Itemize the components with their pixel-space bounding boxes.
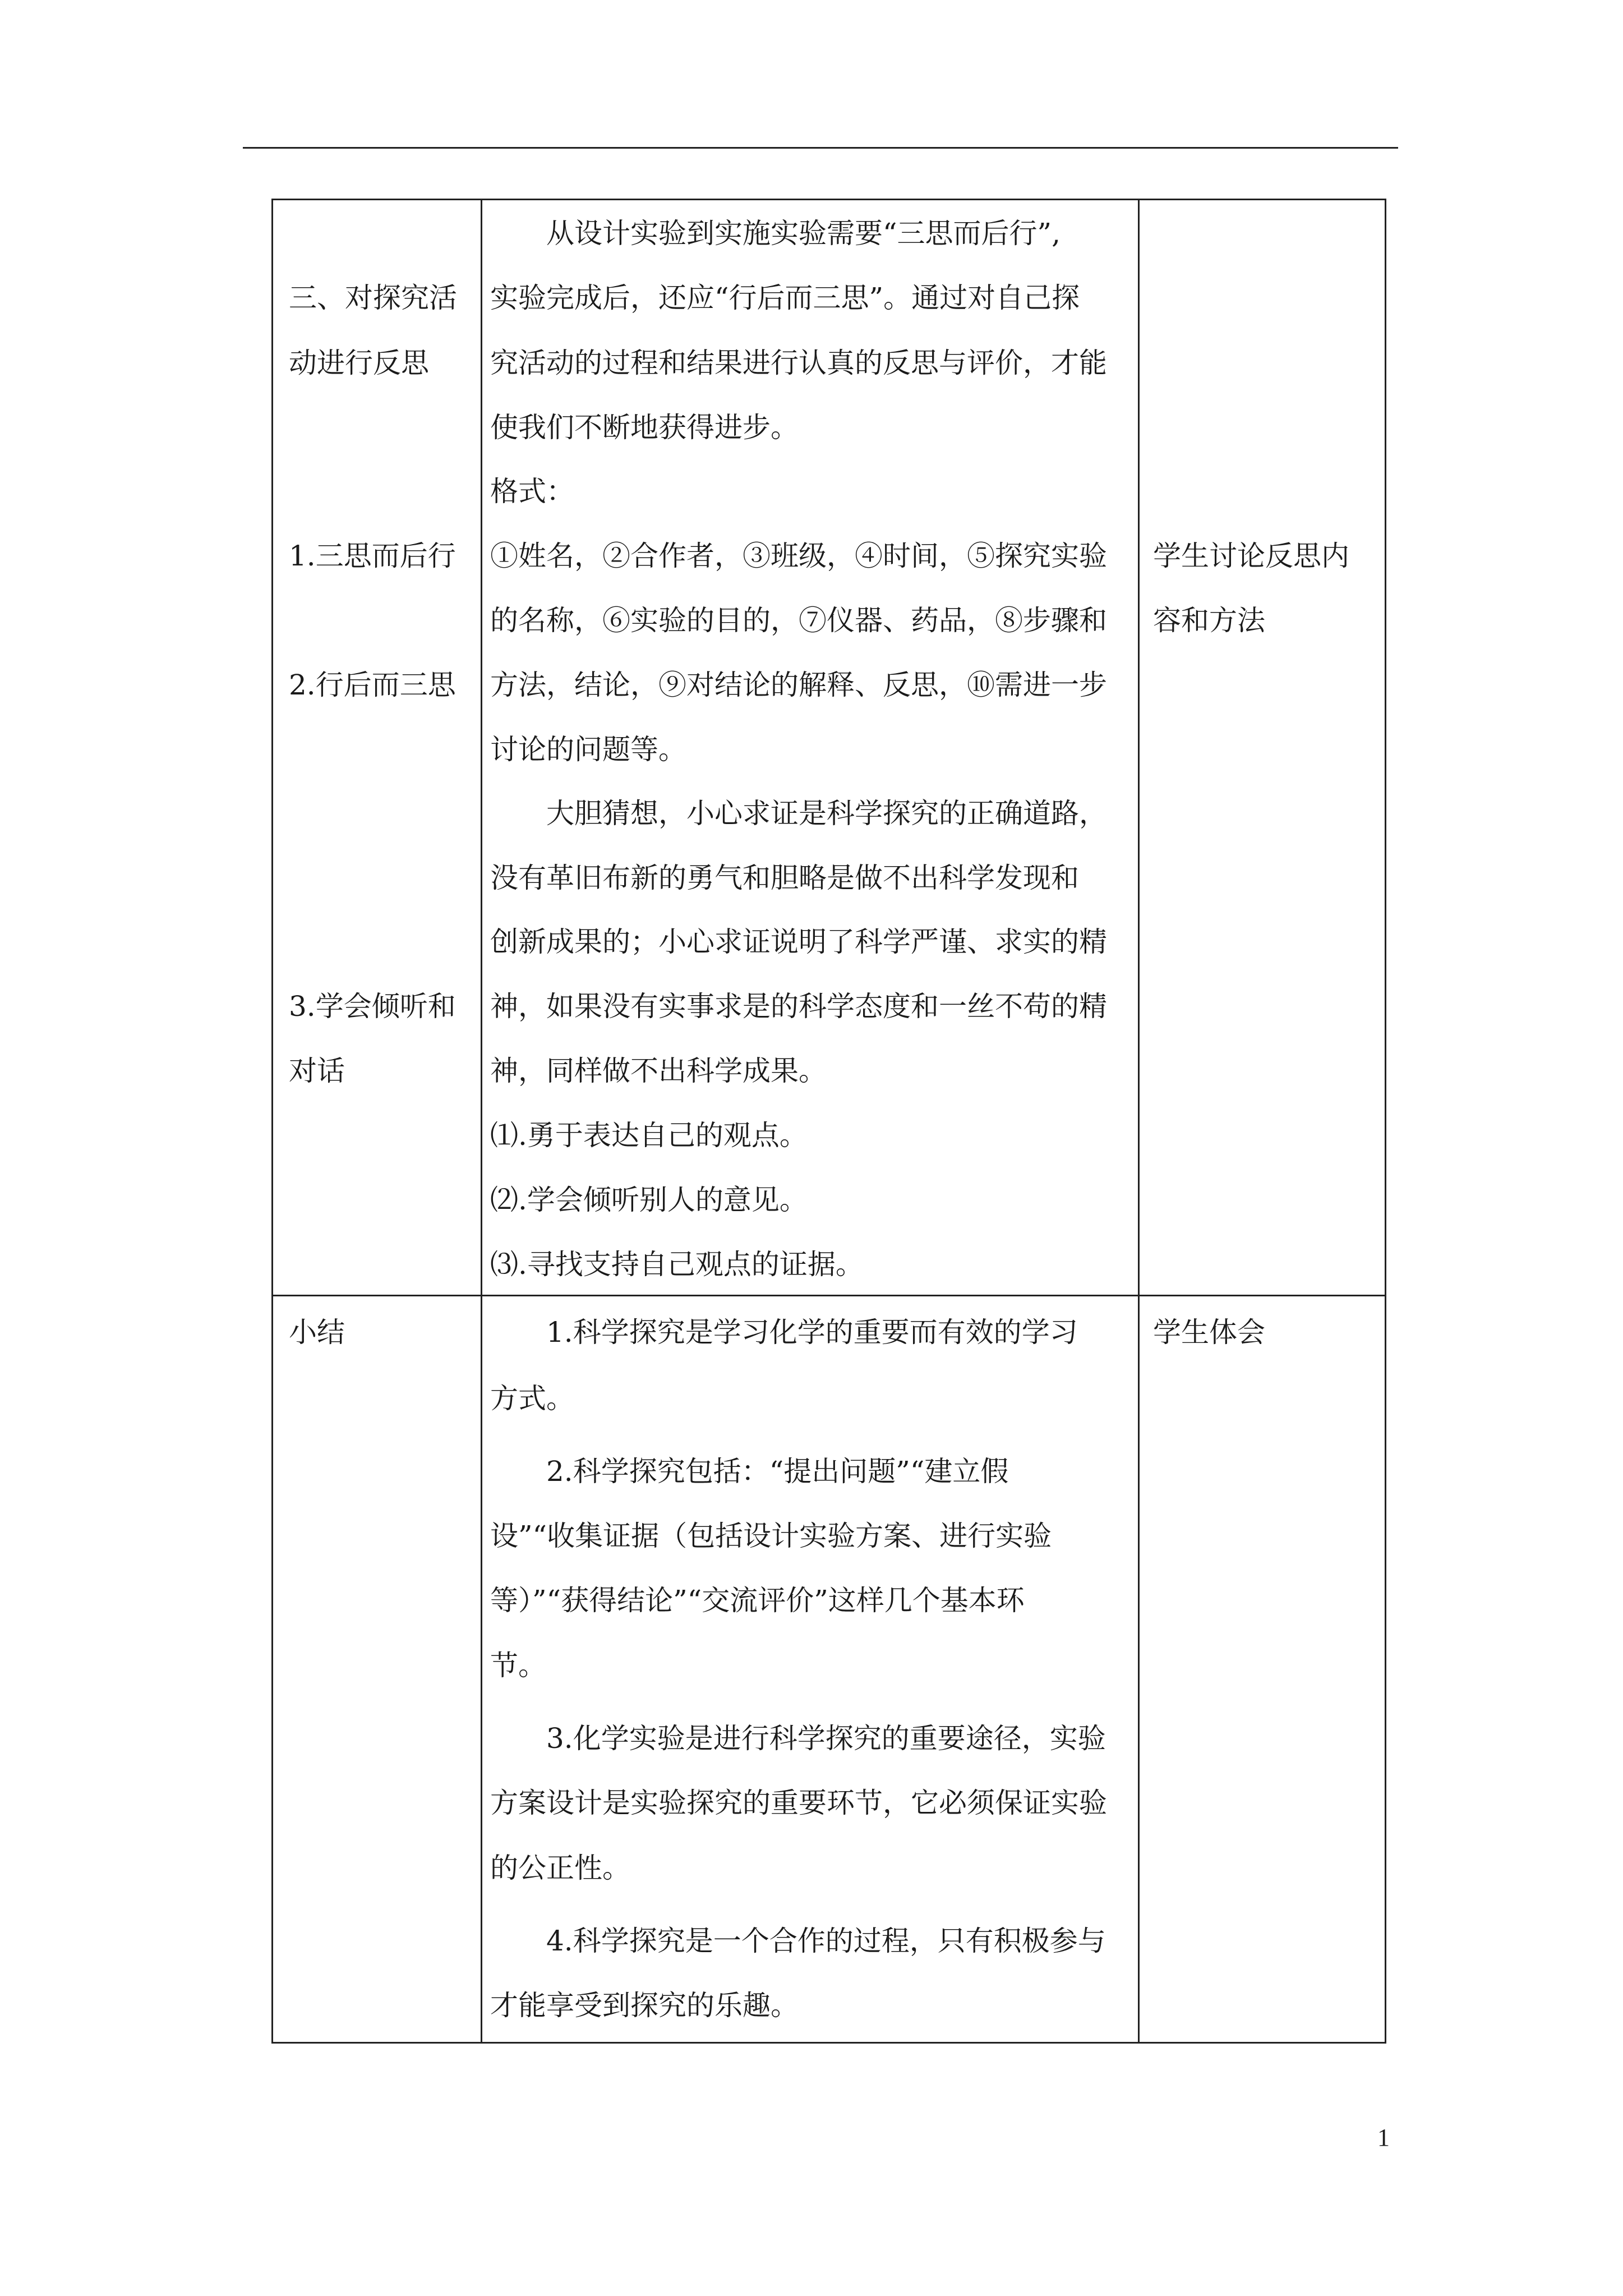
list-item: ⑶.寻找支持自己观点的证据。 xyxy=(490,1248,864,1281)
step-label: 3.学会倾听和 xyxy=(289,990,456,1023)
paragraph-line: 神，如果没有实事求是的科学态度和一丝不苟的精 xyxy=(490,990,1107,1023)
summary-line: 方案设计是实验探究的重要环节，它必须保证实验 xyxy=(490,1787,1107,1819)
row2-left-cell xyxy=(271,1295,481,2042)
paragraph-line: 创新成果的；小心求证说明了科学严谨、求实的精 xyxy=(490,926,1107,958)
summary-line: 等）”“获得结论”“交流评价”这样几个基本环 xyxy=(490,1584,1025,1617)
format-line: 的名称，⑥实验的目的，⑦仪器、药品，⑧步骤和 xyxy=(490,604,1107,637)
summary-line: 1.科学探究是学习化学的重要而有效的学习 xyxy=(546,1316,1078,1349)
paragraph-line: 大胆猜想，小心求证是科学探究的正确道路， xyxy=(546,797,1107,830)
section-heading-line: 动进行反思 xyxy=(289,347,429,379)
page-number: 1 xyxy=(1377,2124,1390,2151)
student-activity-line: 容和方法 xyxy=(1153,604,1265,637)
row1-activity-cell xyxy=(1138,199,1385,1295)
row1-content-cell xyxy=(481,199,1138,1295)
lesson-table xyxy=(271,199,1386,2043)
step-label: 2.行后而三思 xyxy=(289,669,456,701)
step-label: 1.三思而后行 xyxy=(289,540,456,572)
paragraph-line: 没有革旧布新的勇气和胆略是做不出科学发现和 xyxy=(490,862,1079,894)
paragraph-line: 究活动的过程和结果进行认真的反思与评价，才能 xyxy=(490,347,1107,379)
paragraph-line: 神，同样做不出科学成果。 xyxy=(490,1055,827,1087)
row2-activity-cell xyxy=(1138,1295,1385,2042)
student-activity-line: 学生讨论反思内 xyxy=(1153,540,1349,572)
summary-line: 设”“收集证据（包括设计实验方案、进行实验 xyxy=(490,1520,1052,1552)
summary-line: 才能享受到探究的乐趣。 xyxy=(490,1989,799,2022)
paragraph-line: 实验完成后，还应“行后而三思”。通过对自己探 xyxy=(490,282,1080,314)
paragraph-line: 使我们不断地获得进步。 xyxy=(490,411,799,444)
list-item: ⑴.勇于表达自己的观点。 xyxy=(490,1119,808,1152)
format-label: 格式： xyxy=(490,475,574,508)
list-item: ⑵.学会倾听别人的意见。 xyxy=(490,1184,808,1216)
summary-line: 方式。 xyxy=(490,1382,574,1415)
summary-line: 4.科学探究是一个合作的过程，只有积极参与 xyxy=(546,1925,1106,1957)
step-label: 对话 xyxy=(289,1055,345,1087)
format-line: 讨论的问题等。 xyxy=(490,733,686,766)
summary-heading: 小结 xyxy=(289,1316,345,1349)
paragraph-line: 从设计实验到实施实验需要“三思而后行”, xyxy=(546,217,1061,250)
summary-line: 的公正性。 xyxy=(490,1852,630,1884)
header-rule xyxy=(243,147,1398,149)
section-heading-line: 三、对探究活 xyxy=(289,282,457,314)
summary-line: 2.科学探究包括：“提出问题”“建立假 xyxy=(546,1455,1009,1488)
table-border-bottom xyxy=(271,2042,1386,2044)
summary-line: 节。 xyxy=(490,1649,546,1682)
row2-content-cell xyxy=(481,1295,1138,2042)
format-line: 方法，结论，⑨对结论的解释、反思，⑩需进一步 xyxy=(490,669,1107,701)
format-line: ①姓名，②合作者，③班级，④时间，⑤探究实验 xyxy=(490,540,1107,572)
student-activity-line: 学生体会 xyxy=(1153,1316,1265,1349)
table-border-right xyxy=(1385,199,1386,2043)
summary-line: 3.化学实验是进行科学探究的重要途径，实验 xyxy=(546,1722,1106,1755)
row1-left-cell xyxy=(271,199,481,1295)
